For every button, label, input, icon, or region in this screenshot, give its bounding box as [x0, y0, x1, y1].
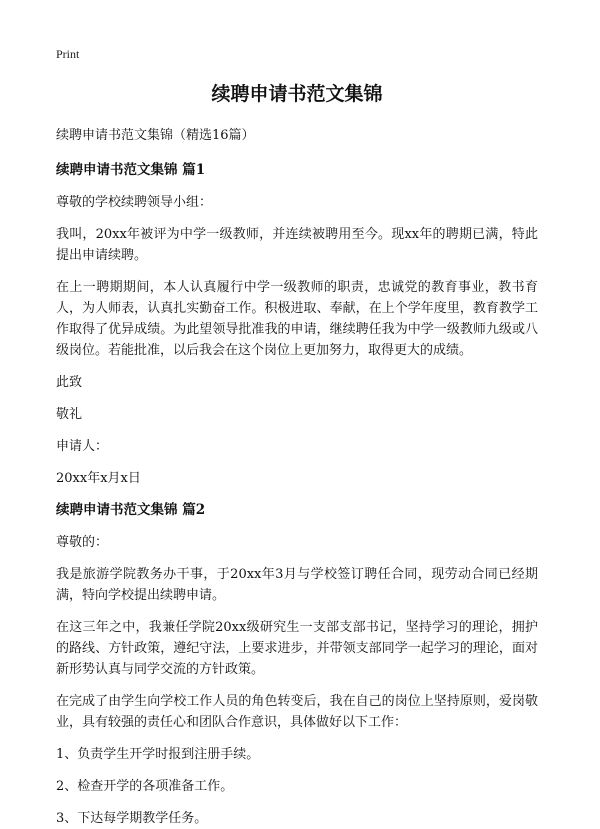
closing-line: 敬礼	[56, 407, 83, 422]
paragraph: 在完成了由学生向学校工作人员的角色转变后，我在自己的岗位上坚持原则，爱岗敬业，具有较强的责任心和团队合作意识，具体做好以下工作：	[56, 694, 538, 730]
closing-line: 此致	[56, 375, 83, 390]
list-item: 1、负责学生开学时报到注册手续。	[56, 747, 260, 762]
salutation: 尊敬的：	[56, 535, 109, 550]
salutation: 尊敬的学校续聘领导小组：	[56, 195, 213, 210]
section-heading: 续聘申请书范文集锦 篇1	[56, 162, 206, 178]
section-heading: 续聘申请书范文集锦 篇2	[56, 502, 206, 518]
applicant-line: 申请人：	[56, 439, 109, 454]
section-2	[56, 500, 538, 829]
paragraph: 在这三年之中，我兼任学院20xx级研究生一支部支部书记，坚持学习的理论，拥护的路线、方针政策，遵纪守法，上要求进步，并带领支部同学一起学习的理论，面对新形势认真与同学交流的方针政策。	[56, 620, 538, 677]
date-line: 20xx年x月x日	[56, 471, 141, 486]
paragraph: 我叫，20xx年被评为中学一级教师，并连续被聘用至今。现xx年的聘期已满，特此提出申请续聘。	[56, 227, 538, 263]
paragraph: 在上一聘期期间，本人认真履行中学一级教师的职责，忠诚党的教育事业，教书育人，为人师表，认真扎实勤奋工作。积极进取、奉献，在上个学年度里，教育教学工作取得了优异成绩。为此望领导批准我的申请，继续聘任我为中学一级教师九级或八级岗位。若能批准，以后我会在这个岗位上更加努力，取得更大的成绩。	[56, 280, 538, 358]
section-1	[56, 160, 538, 489]
document-title: 续聘申请书范文集锦	[211, 83, 383, 105]
document-subtitle: 续聘申请书范文集锦（精选16篇）	[56, 128, 255, 143]
list-item: 2、检查开学的各项准备工作。	[56, 779, 234, 794]
paragraph: 我是旅游学院教务办干事，于20xx年3月与学校签订聘任合同，现劳动合同已经期满，特向学校提出续聘申请。	[56, 567, 538, 603]
print-label: Print	[56, 47, 80, 61]
list-item: 3、下达每学期教学任务。	[56, 811, 208, 826]
